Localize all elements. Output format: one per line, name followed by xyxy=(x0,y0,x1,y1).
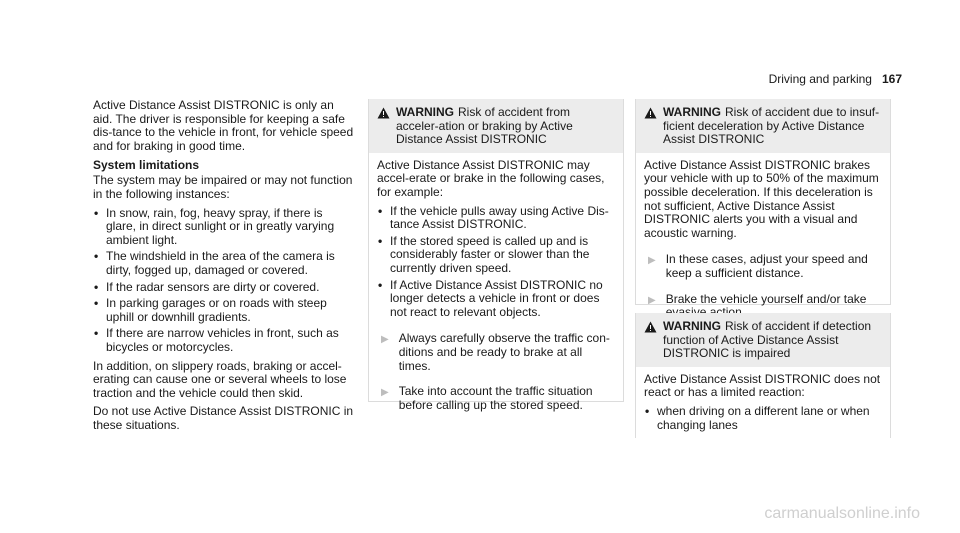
watermark: carmanualsonline.info xyxy=(764,505,920,522)
limitations-list xyxy=(93,207,355,355)
play-arrow-icon: ▶ xyxy=(648,294,656,306)
warning-triangle-icon xyxy=(644,321,657,333)
warning-header xyxy=(636,99,890,153)
section-heading: System limitations xyxy=(93,158,200,173)
warning-triangle-icon xyxy=(377,107,390,119)
warning-body: Active Distance Assist DISTRONIC does not react or has a limited reaction: xyxy=(644,371,881,400)
section-title: Driving and parking xyxy=(768,72,872,86)
warning-title: Risk of accident if detection function of Active Distance Assist DISTRONIC is impaired xyxy=(663,319,872,361)
column-left xyxy=(93,99,355,437)
action-step: ▶ In these cases, adjust your speed and keep a sufficient distance. xyxy=(648,252,868,280)
action-step: ▶ Always carefully observe the traffic con-ditions and be ready to brake at all times. xyxy=(381,331,610,373)
lead-paragraph: The system may be impaired or may not function in the following instances: xyxy=(93,173,353,201)
list-item: • In parking garages or on roads with steep uphill or downhill gradients. xyxy=(94,296,327,324)
warning-label: WARNING xyxy=(663,319,721,333)
warning-box-detection xyxy=(635,313,891,438)
paragraph-slippery: In addition, on slippery roads, braking or accel-erating can cause one or several wheels to lose traction and the vehicle could then skid. xyxy=(93,358,347,400)
list-item: • If the stored speed is called up and is considerably faster or slower than the currently driven speed. xyxy=(378,233,590,275)
warning-title: Risk of accident from acceler-ation or braking by Active Distance Assist DISTRONIC xyxy=(396,105,573,147)
intro-paragraph: Active Distance Assist DISTRONIC is only an aid. The driver is responsible for keeping a safe dis-tance to the vehicle in front, for vehicle speed and for braking in good time. xyxy=(93,98,354,153)
play-arrow-icon: ▶ xyxy=(381,387,389,399)
page-number: 167 xyxy=(881,72,902,86)
warning-label: WARNING xyxy=(663,105,721,119)
list-item: • If Active Distance Assist DISTRONIC no longer detects a vehicle in front or does not react to relevant objects. xyxy=(378,277,603,319)
warning-box-acceleration xyxy=(368,99,624,412)
action-step: ▶ Take into account the traffic situation before calling up the stored speed. xyxy=(381,384,593,412)
warning-list xyxy=(377,205,615,320)
page-header xyxy=(769,72,902,86)
list-item: • when driving on a different lane or when changing lanes xyxy=(645,403,870,432)
warning-header xyxy=(369,99,623,153)
play-arrow-icon: ▶ xyxy=(381,334,389,346)
warning-label: WARNING xyxy=(396,105,454,119)
list-item: • If the radar sensors are dirty or covered. xyxy=(94,279,320,294)
list-item: • If the vehicle pulls away using Active Dis-tance Assist DISTRONIC. xyxy=(378,203,609,232)
action-step: ▶ Brake the vehicle yourself and/or take xyxy=(644,285,882,324)
warning-list xyxy=(644,405,882,432)
warning-body: Active Distance Assist DISTRONIC brakes your vehicle with up to 50% of the maximum possible deceleration. If this deceleration is not sufficient, Active Distance Assist DISTRONIC alerts you with a visual and acoustic warning. xyxy=(644,157,879,240)
list-item: • The windshield in the area of the camera is dirty, fogged up, damaged or covered. xyxy=(94,249,335,277)
play-arrow-icon: ▶ xyxy=(648,255,656,267)
warning-body: Active Distance Assist DISTRONIC may accel-erate or brake in the following cases, for example: xyxy=(377,157,605,199)
warning-title: Risk of accident due to insuf-ficient deceleration by Active Distance Assist DISTRONIC xyxy=(663,105,880,147)
list-item: • In snow, rain, fog, heavy spray, if there is glare, in direct sunlight or in greatly varying ambient light. xyxy=(94,205,335,247)
warning-header xyxy=(636,313,890,367)
warning-box-deceleration xyxy=(635,99,891,305)
list-item: • If there are narrow vehicles in front, such as bicycles or motorcycles. xyxy=(94,326,339,354)
warning-triangle-icon xyxy=(644,107,657,119)
paragraph-do-not-use: Do not use Active Distance Assist DISTRONIC in these situations. xyxy=(93,404,354,432)
